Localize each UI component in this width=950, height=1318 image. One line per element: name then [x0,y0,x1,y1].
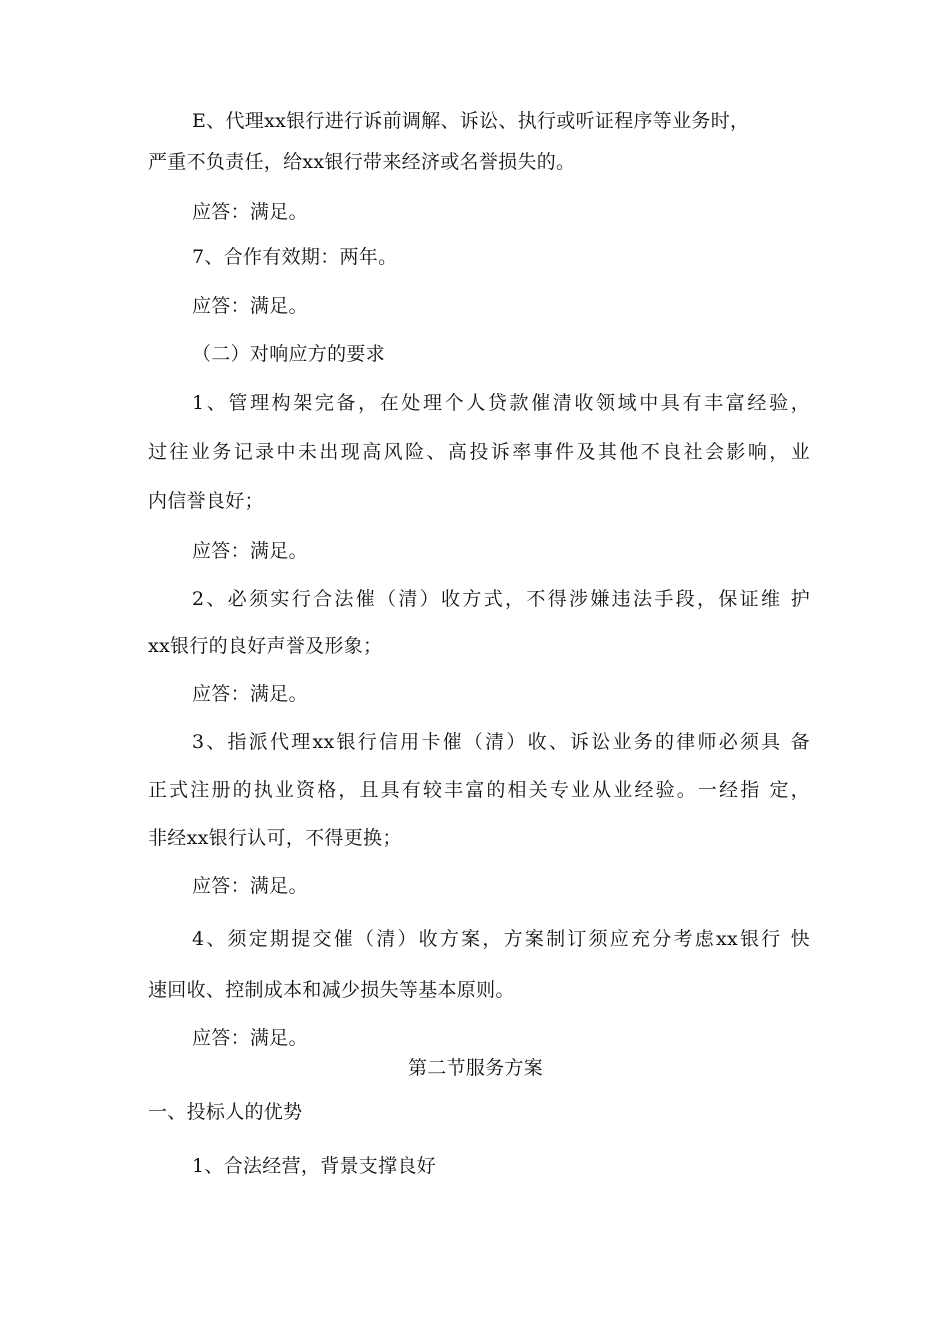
answer-satisfied: 应答：满足。 [192,1027,308,1049]
paragraph-4-line-2: 速回收、控制成本和减少损失等基本原则。 [148,979,515,1001]
answer-satisfied: 应答：满足。 [192,201,308,223]
paragraph-3-line-2: 正式注册的执业资格，且具有较丰富的相关专业从业经验。一经指 定， [148,779,810,801]
answer-satisfied: 应答：满足。 [192,295,308,317]
paragraph-1-line-1: 1、管理构架完备，在处理个人贷款催清收领域中具有丰富经验， [192,392,810,414]
paragraph-2-line-1: 2、必须实行合法催（清）收方式，不得涉嫌违法手段，保证维 护 [192,588,810,610]
heading-bidder-advantages: 一、投标人的优势 [148,1101,303,1123]
paragraph-e-line-2: 严重不负责任，给xx银行带来经济或名誉损失的。 [148,151,576,173]
paragraph-3-line-1: 3、指派代理xx银行信用卡催（清）收、诉讼业务的律师必须具 备 [192,731,810,753]
paragraph-4-line-1: 4、须定期提交催（清）收方案，方案制订须应充分考虑xx银行 快 [192,928,810,950]
paragraph-1-line-2: 过往业务记录中未出现高风险、高投诉率事件及其他不良社会影响，业 [148,441,810,463]
paragraph-e-line-1: E、代理xx银行进行诉前调解、诉讼、执行或听证程序等业务时， [192,110,750,132]
advantage-item-1: 1、合法经营，背景支撑良好 [192,1155,436,1177]
paragraph-7: 7、合作有效期：两年。 [192,246,398,268]
answer-satisfied: 应答：满足。 [192,540,308,562]
section-heading-respondent-requirements: （二）对响应方的要求 [192,343,386,365]
answer-satisfied: 应答：满足。 [192,875,308,897]
answer-satisfied: 应答：满足。 [192,683,308,705]
paragraph-2-line-2: xx银行的良好声誉及形象； [148,635,383,657]
paragraph-3-line-3: 非经xx银行认可，不得更换； [148,827,402,849]
section-title-service-plan: 第二节服务方案 [408,1057,544,1079]
paragraph-1-line-3: 内信誉良好； [148,490,264,512]
